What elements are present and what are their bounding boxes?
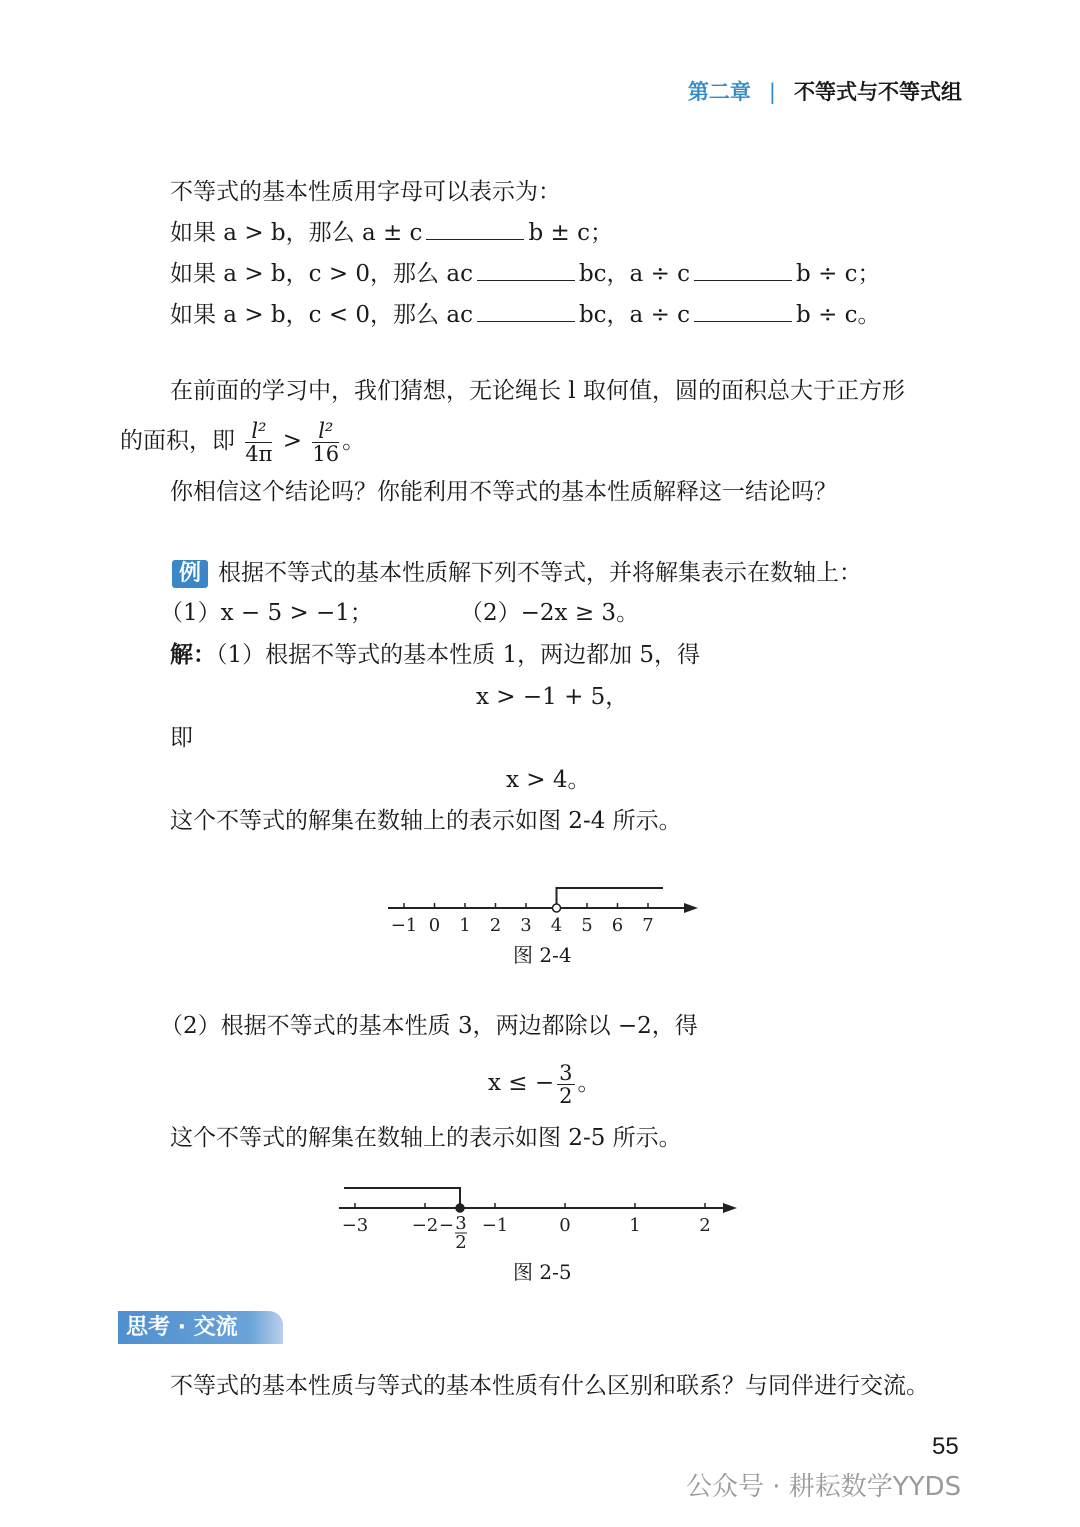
denominator: 16: [312, 441, 340, 466]
boundary-numerator: 3: [455, 1213, 467, 1234]
fill-blank: [477, 301, 575, 322]
text: 根据不等式的基本性质解下列不等式，并将解集表示在数轴上：: [218, 560, 863, 586]
solution-2-intro: （2）根据不等式的基本性质 3，两边都除以 −2，得: [160, 1013, 698, 1039]
problem-1: （1）x − 5 > −1；: [160, 600, 373, 626]
fraction: [245, 420, 272, 465]
tick-label: 2: [699, 1215, 711, 1236]
arrow-head: [684, 903, 698, 913]
tick-label: 3: [520, 915, 532, 936]
boundary-label: −: [438, 1215, 454, 1236]
denominator: 4π: [245, 441, 273, 466]
text: 如果 a > b，c > 0，那么 ac: [170, 261, 473, 287]
conjecture-line-1: 在前面的学习中，我们猜想，无论绳长 l 取何值，圆的面积总大于正方形: [170, 378, 905, 404]
problem-2: （2）−2x ≥ 3。: [460, 600, 640, 626]
think-discuss-banner: 思考 · 交流: [118, 1311, 283, 1344]
solution-label: 解：: [170, 641, 216, 668]
text: b ÷ c；: [796, 261, 881, 287]
text: 。: [577, 1070, 601, 1096]
running-header: [688, 78, 962, 106]
text: bc，a ÷ c: [578, 302, 691, 328]
tick-label: −1: [390, 915, 418, 936]
watermark: 公众号 · 耕耘数学YYDS: [686, 1472, 962, 1502]
figure-caption: 图 2-4: [513, 943, 572, 967]
text: b ÷ c。: [796, 302, 881, 328]
tick-label: −2: [411, 1215, 439, 1236]
equation: x > 4。: [506, 767, 591, 793]
tick-label: 1: [629, 1215, 641, 1236]
open-point: [553, 904, 561, 912]
equation: x > −1 + 5，: [476, 684, 629, 710]
text: （1）根据不等式的基本性质 1，两边都加 5，得: [216, 642, 701, 668]
solution-ray: [557, 888, 664, 908]
solution-ray: [344, 1188, 460, 1208]
fill-blank: [694, 260, 792, 281]
text: 这个不等式的解集在数轴上的表示如图 2-4 所示。: [170, 808, 682, 834]
conjecture-line-2: [120, 416, 365, 466]
tick-label: −3: [341, 1215, 369, 1236]
number-line-fig-2-4: [380, 880, 710, 940]
example-badge: 例: [172, 560, 208, 588]
text: 的面积，即: [120, 428, 235, 454]
text: 即: [170, 725, 193, 751]
text: 如果 a > b，那么 a ± c: [170, 220, 423, 246]
number-line-fig-2-5: [335, 1180, 745, 1255]
equation: [488, 1058, 601, 1108]
tick-label: 4: [550, 915, 563, 936]
solution-1-intro: [170, 640, 700, 670]
numerator: l²: [245, 420, 272, 443]
example-prompt: [172, 558, 862, 588]
text: b ± c；: [528, 220, 613, 246]
fraction: [557, 1062, 574, 1107]
tick-label: −1: [481, 1215, 509, 1236]
text: >: [282, 428, 303, 454]
header-separator: |: [768, 80, 776, 104]
chapter-label: 第二章: [687, 80, 751, 104]
tick-label: 5: [581, 915, 593, 936]
think-discuss-text: 不等式的基本性质与等式的基本性质有什么区别和联系？与同伴进行交流。: [170, 1373, 929, 1399]
numerator: 3: [559, 1060, 573, 1085]
text: 这个不等式的解集在数轴上的表示如图 2-5 所示。: [170, 1125, 682, 1151]
fill-blank: [694, 301, 792, 322]
tick-label: 6: [611, 915, 624, 936]
tick-label: 1: [459, 915, 471, 936]
arrow-head: [723, 1203, 737, 1213]
text: 如果 a > b，c < 0，那么 ac: [170, 302, 473, 328]
fill-blank: [426, 219, 524, 240]
boundary-denominator: 2: [455, 1232, 467, 1253]
properties-intro: 不等式的基本性质用字母可以表示为：: [170, 179, 561, 205]
fill-blank: [477, 260, 575, 281]
tick-label: 2: [489, 915, 502, 936]
figure-caption: 图 2-5: [513, 1260, 572, 1284]
chapter-title: 不等式与不等式组: [794, 80, 962, 104]
fraction: [312, 420, 339, 465]
property-row-3: [170, 300, 881, 330]
property-row-1: [170, 218, 613, 248]
page-number: 55: [932, 1433, 959, 1460]
denominator: 2: [559, 1083, 573, 1108]
closed-point: [456, 1204, 464, 1212]
property-row-2: [170, 259, 881, 289]
conjecture-question: 你相信这个结论吗？你能利用不等式的基本性质解释这一结论吗？: [170, 479, 837, 505]
tick-label: 7: [642, 915, 654, 936]
tick-label: 0: [428, 915, 441, 936]
numerator: l²: [312, 420, 339, 443]
text: bc，a ÷ c: [578, 261, 691, 287]
text: 。: [342, 428, 366, 454]
tick-label: 0: [559, 1215, 571, 1236]
text: x ≤ −: [488, 1070, 555, 1096]
